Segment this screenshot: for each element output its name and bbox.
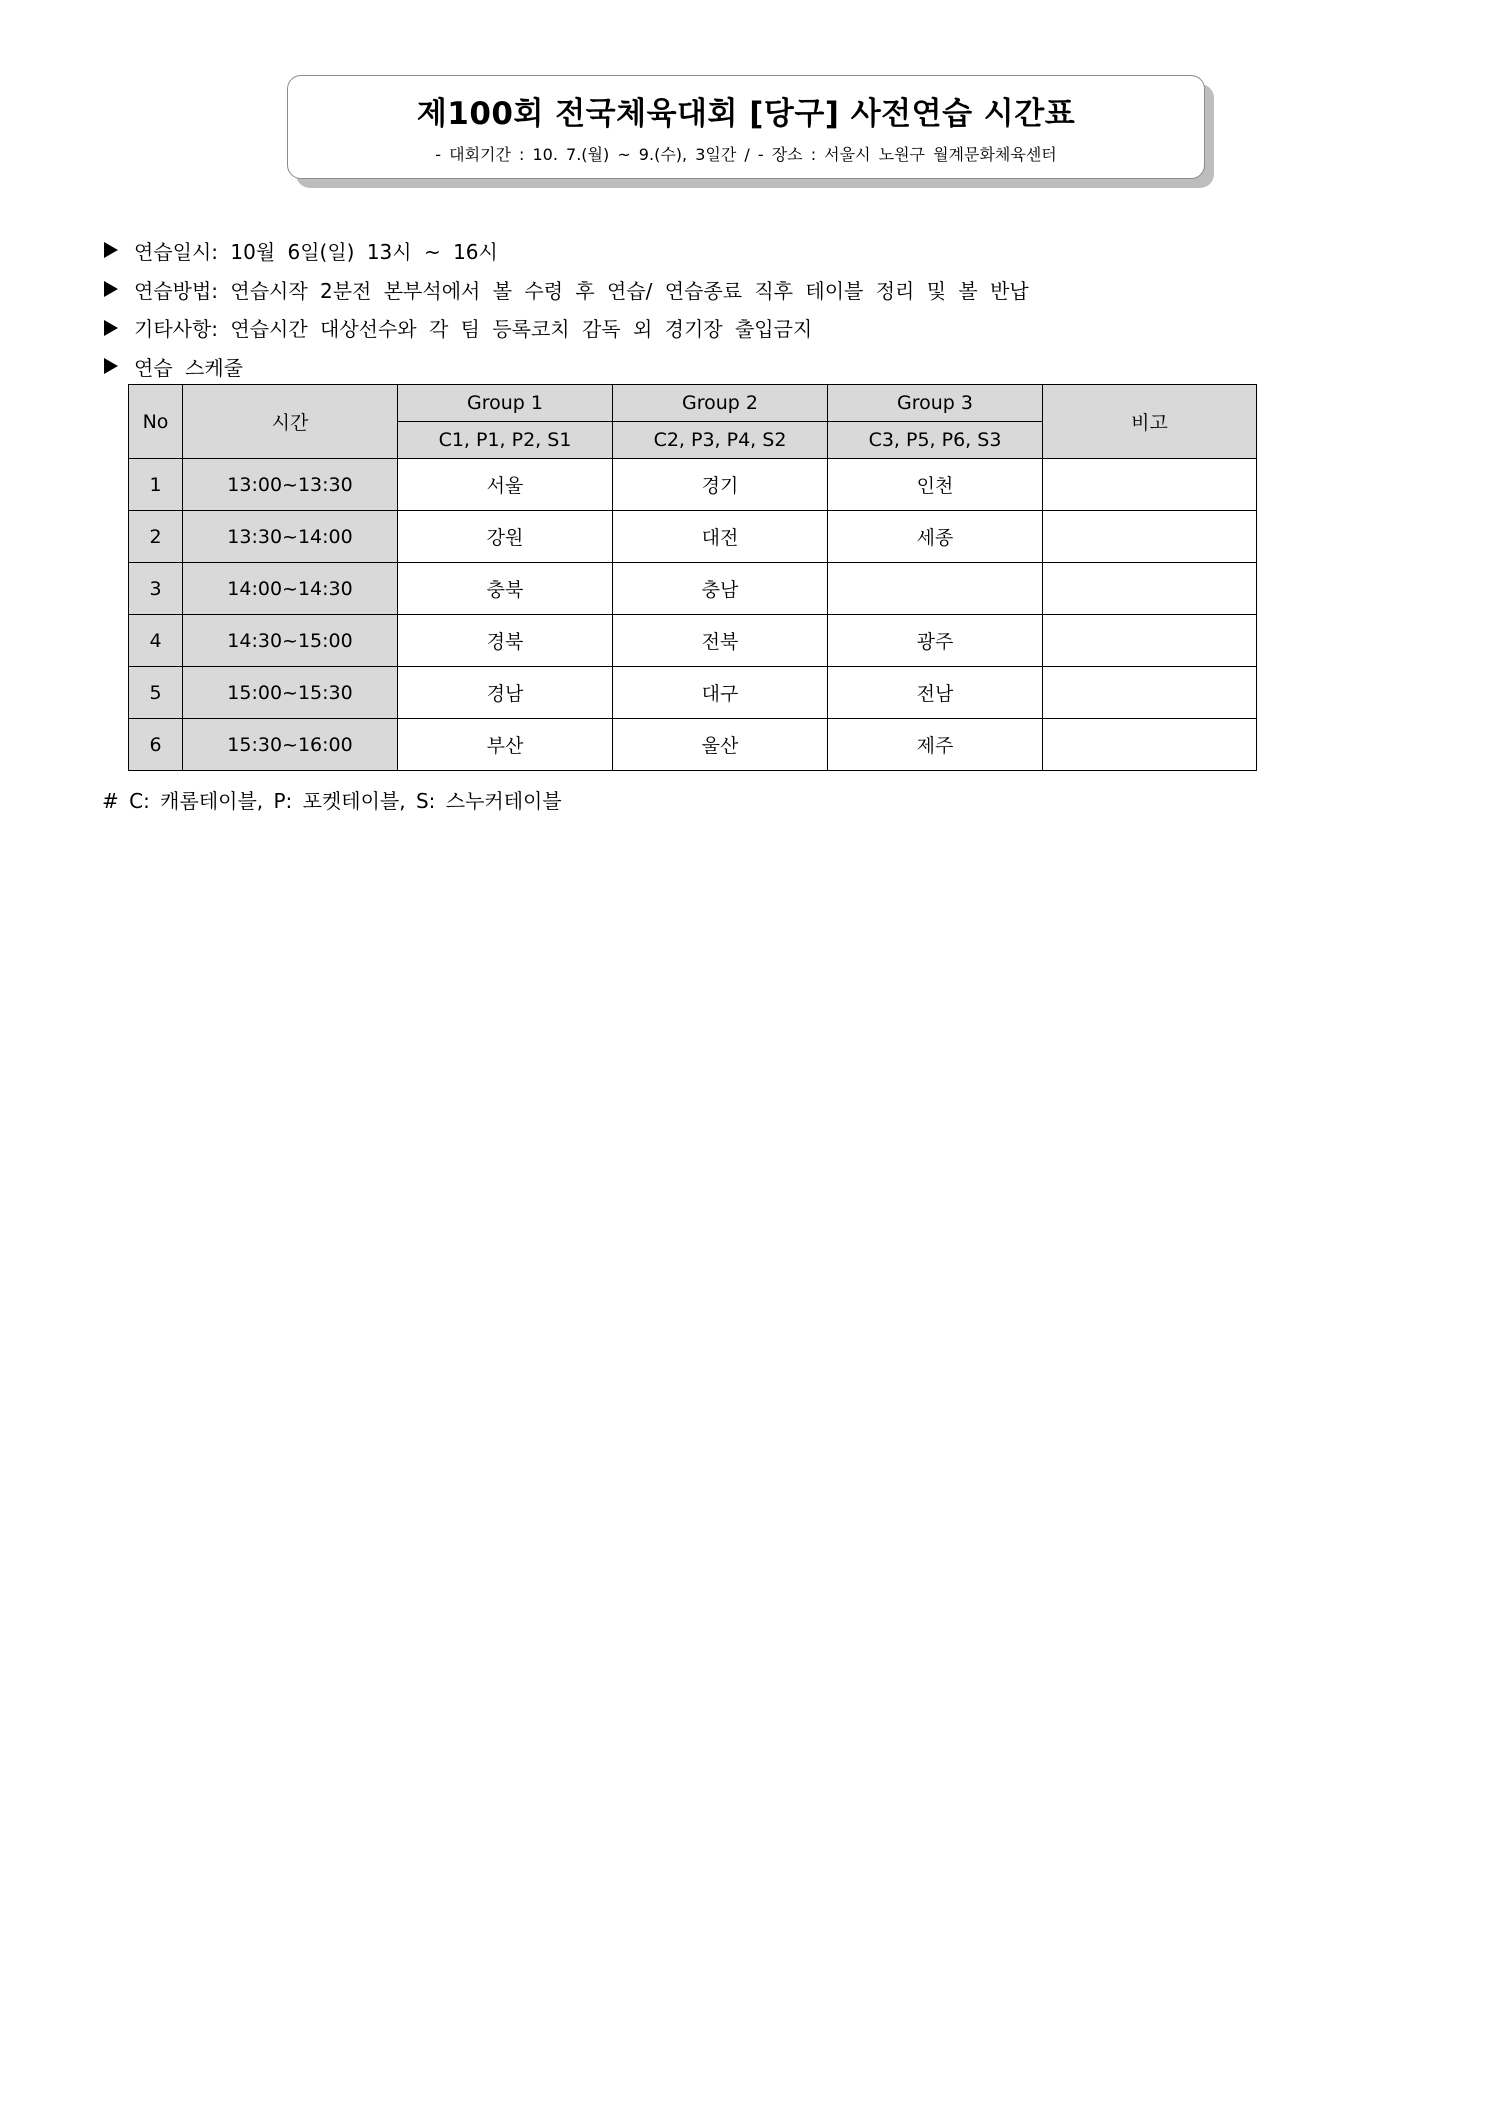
- bullet-item: [104, 270, 1029, 309]
- cell-group2: 대전: [613, 511, 828, 563]
- table-row: [129, 667, 1257, 719]
- triangle-right-icon: [104, 281, 118, 297]
- cell-group2: 울산: [613, 719, 828, 771]
- bullet-text: 연습일시: 10월 6일(일) 13시 ~ 16시: [134, 239, 498, 264]
- header-no: No: [129, 385, 183, 459]
- header-group3-tables: C3, P5, P6, S3: [828, 422, 1043, 459]
- cell-remarks: [1043, 563, 1257, 615]
- triangle-right-icon: [104, 242, 118, 258]
- bullet-text: 기타사항: 연습시간 대상선수와 각 팀 등록코치 감독 외 경기장 출입금지: [134, 317, 813, 342]
- cell-no: 4: [129, 615, 183, 667]
- bullet-text: 연습방법: 연습시작 2분전 본부석에서 볼 수령 후 연습/ 연습종료 직후 테이블 정리 및 볼 반납: [134, 278, 1029, 303]
- table-header-row: [129, 385, 1257, 422]
- cell-time: 14:30~15:00: [183, 615, 398, 667]
- cell-group1: 서울: [398, 459, 613, 511]
- cell-group3: [828, 563, 1043, 615]
- bullet-text: 연습 스케줄: [134, 355, 243, 380]
- cell-group1: 강원: [398, 511, 613, 563]
- cell-no: 3: [129, 563, 183, 615]
- cell-remarks: [1043, 667, 1257, 719]
- cell-remarks: [1043, 719, 1257, 771]
- cell-group2: 전북: [613, 615, 828, 667]
- cell-remarks: [1043, 511, 1257, 563]
- header-remarks: 비고: [1043, 385, 1257, 459]
- schedule-table: [128, 384, 1257, 771]
- header-group3: Group 3: [828, 385, 1043, 422]
- page-subtitle: - 대회기간 : 10. 7.(월) ~ 9.(수), 3일간 / - 장소 : 서울시 노원구 월계문화체육센터: [435, 145, 1057, 164]
- triangle-right-icon: [104, 358, 118, 374]
- cell-group1: 경남: [398, 667, 613, 719]
- bullet-item: [104, 231, 1029, 270]
- cell-group1: 경북: [398, 615, 613, 667]
- title-box: [287, 75, 1205, 179]
- cell-group3: 세종: [828, 511, 1043, 563]
- cell-group3: 제주: [828, 719, 1043, 771]
- cell-group3: 광주: [828, 615, 1043, 667]
- table-row: [129, 563, 1257, 615]
- bullet-item: [104, 347, 1029, 386]
- cell-no: 1: [129, 459, 183, 511]
- header-group1-tables: C1, P1, P2, S1: [398, 422, 613, 459]
- cell-time: 15:00~15:30: [183, 667, 398, 719]
- header-group1: Group 1: [398, 385, 613, 422]
- cell-group2: 대구: [613, 667, 828, 719]
- table-footnote: # C: 캐롬테이블, P: 포켓테이블, S: 스누커테이블: [102, 789, 562, 813]
- cell-remarks: [1043, 459, 1257, 511]
- cell-no: 2: [129, 511, 183, 563]
- cell-group1: 충북: [398, 563, 613, 615]
- cell-group2: 경기: [613, 459, 828, 511]
- header-time: 시간: [183, 385, 398, 459]
- table-row: [129, 719, 1257, 771]
- header-group2: Group 2: [613, 385, 828, 422]
- cell-time: 13:00~13:30: [183, 459, 398, 511]
- cell-group3: 전남: [828, 667, 1043, 719]
- triangle-right-icon: [104, 320, 118, 336]
- page-title: 제100회 전국체육대회 [당구] 사전연습 시간표: [416, 96, 1076, 132]
- cell-time: 13:30~14:00: [183, 511, 398, 563]
- cell-time: 15:30~16:00: [183, 719, 398, 771]
- cell-remarks: [1043, 615, 1257, 667]
- cell-time: 14:00~14:30: [183, 563, 398, 615]
- cell-no: 5: [129, 667, 183, 719]
- cell-no: 6: [129, 719, 183, 771]
- table-row: [129, 511, 1257, 563]
- bullet-item: [104, 308, 1029, 347]
- cell-group2: 충남: [613, 563, 828, 615]
- bullet-list: [104, 231, 1029, 386]
- table-row: [129, 615, 1257, 667]
- table-row: [129, 459, 1257, 511]
- title-box-frame: [287, 75, 1205, 179]
- cell-group3: 인천: [828, 459, 1043, 511]
- header-group2-tables: C2, P3, P4, S2: [613, 422, 828, 459]
- cell-group1: 부산: [398, 719, 613, 771]
